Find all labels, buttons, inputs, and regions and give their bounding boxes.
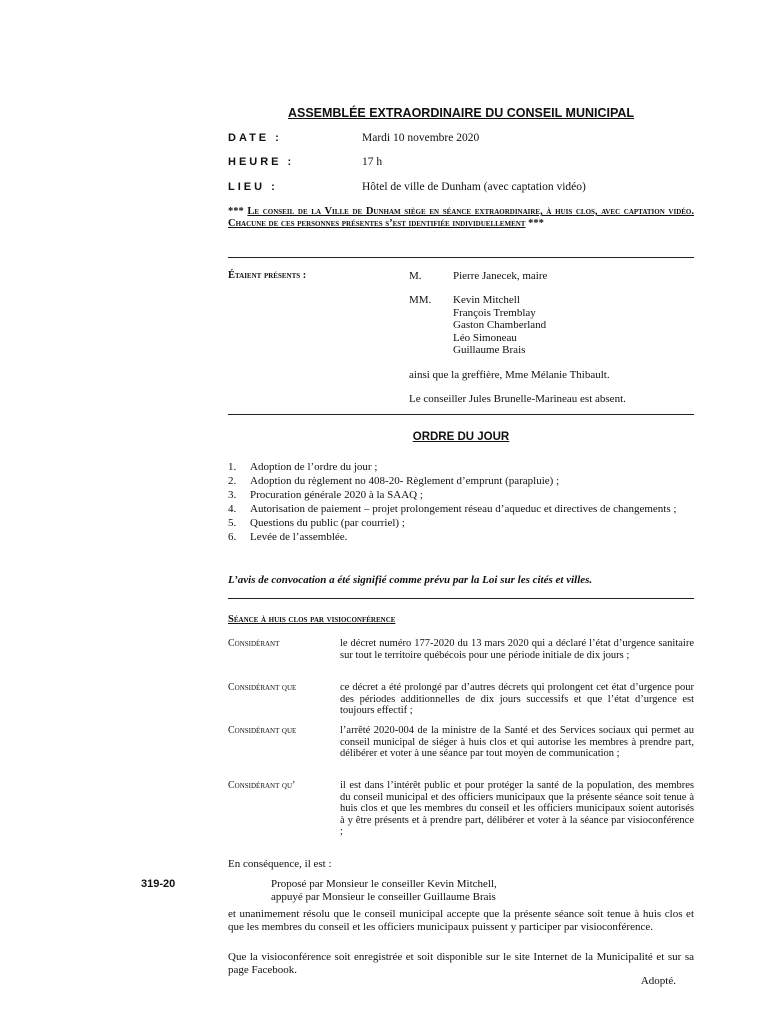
seance-heading: Séance à huis clos par visioconférence: [228, 614, 396, 625]
councillors-title: MM.: [409, 294, 432, 306]
document-title: ASSEMBLÉE EXTRAORDINAIRE DU CONSEIL MUNICIPAL: [287, 106, 635, 120]
councillor-name: François Tremblay: [453, 306, 536, 319]
considerant-text: ce décret a été prolongé par d’autres décrets qui prolongent cet état d’urgence pour des périodes additionnelles de dix jours successifs et que l’état d’urgence est toujours effectif ;: [340, 682, 694, 716]
date-label: DATE :: [228, 132, 282, 144]
considerant-label: Considérant qu’: [228, 780, 296, 791]
proposed-line: Proposé par Monsieur le conseiller Kevin Mitchell,: [271, 878, 497, 890]
heure-value: 17 h: [362, 156, 383, 168]
recording-text: Que la visioconférence soit enregistrée et soit disponible sur le site Internet de la Municipalité et sur sa page Facebook.: [228, 951, 694, 976]
date-value: Mardi 10 novembre 2020: [362, 132, 480, 144]
lieu-value: Hôtel de ville de Dunham (avec captation vidéo): [362, 181, 586, 193]
considerant-label: Considérant que: [228, 725, 297, 736]
seconded-line: appuyé par Monsieur le conseiller Guillaume Brais: [271, 890, 496, 903]
divider: [228, 598, 694, 599]
notice-suffix: ***: [528, 218, 544, 229]
consequence-line: En conséquence, il est :: [228, 858, 332, 870]
agenda-title: ORDRE DU JOUR: [412, 431, 510, 443]
considerant-label: Considérant que: [228, 682, 297, 693]
councillor-name: Guillaume Brais: [453, 344, 526, 356]
considerant-text: il est dans l’intérêt public et pour protéger la santé de la population, des membres du conseil municipal et des officiers municipaux que la présente séance soit tenue à huis clos et que les membres du conseil et les officiers municipaux soient autorisés à y être présents et à prendre part, délibérer et voter à la séance par visioconférence ;: [340, 780, 694, 837]
agenda-list: [228, 460, 694, 544]
closed-session-notice: [228, 206, 694, 230]
councillor-name: Gaston Chamberland: [453, 319, 547, 331]
attendance-label: Étaient présents :: [228, 270, 307, 281]
clerk-line: ainsi que la greffière, Mme Mélanie Thibault.: [409, 369, 610, 381]
considerant-text: l’arrêté 2020-004 de la ministre de la Santé et des Services sociaux qui permet au conseil municipal de siéger à huis clos et qui autorise les membres à prendre part, délibérer et voter à une séance par tout moyen de communication ;: [340, 725, 694, 759]
adopted-mark: Adopté.: [640, 975, 676, 987]
lieu-label: LIEU :: [228, 181, 278, 193]
agenda-item: 4. Autorisation de paiement – projet prolongement réseau d’aqueduc et directives de changements ;: [228, 503, 677, 515]
considerant-label: Considérant: [228, 638, 280, 649]
councillor-name: Léo Simoneau: [453, 331, 517, 344]
heure-label: HEURE :: [228, 156, 295, 168]
notice-text: Le conseil de la Ville de Dunham siège en séance extraordinaire, à huis clos, avec captation vidéo. Chacune de ces personnes présentes s’est identifiée individuellement: [228, 206, 694, 229]
mayor-name: Pierre Janecek, maire: [453, 270, 548, 282]
notice-prefix: ***: [228, 206, 244, 217]
agenda-item: 3. Procuration générale 2020 à la SAAQ ;: [228, 489, 423, 501]
agenda-item: 6. Levée de l’assemblée.: [228, 531, 348, 543]
resolution-text: et unanimement résolu que le conseil municipal accepte que la présente séance soit tenue à huis clos et que les membres du conseil et les officiers municipaux puissent y participer par visioconférence.: [228, 908, 694, 933]
mayor-title: M.: [409, 270, 422, 282]
agenda-item: 5. Questions du public (par courriel) ;: [228, 517, 405, 529]
divider: [228, 257, 694, 258]
divider: [228, 414, 694, 415]
considerant-text: le décret numéro 177-2020 du 13 mars 2020 qui a déclaré l’état d’urgence sanitaire sur tout le territoire québécois pour une période initiale de dix jours ;: [340, 638, 694, 661]
convocation-notice: L’avis de convocation a été signifié comme prévu par la Loi sur les cités et villes.: [228, 574, 593, 586]
absent-line: Le conseiller Jules Brunelle-Marineau est absent.: [409, 393, 626, 405]
agenda-item: 1. Adoption de l’ordre du jour ;: [228, 461, 378, 473]
agenda-item: 2. Adoption du règlement no 408-20- Règlement d’emprunt (parapluie) ;: [228, 475, 560, 487]
councillor-name: Kevin Mitchell: [453, 294, 520, 306]
resolution-number: 319-20: [141, 878, 176, 890]
